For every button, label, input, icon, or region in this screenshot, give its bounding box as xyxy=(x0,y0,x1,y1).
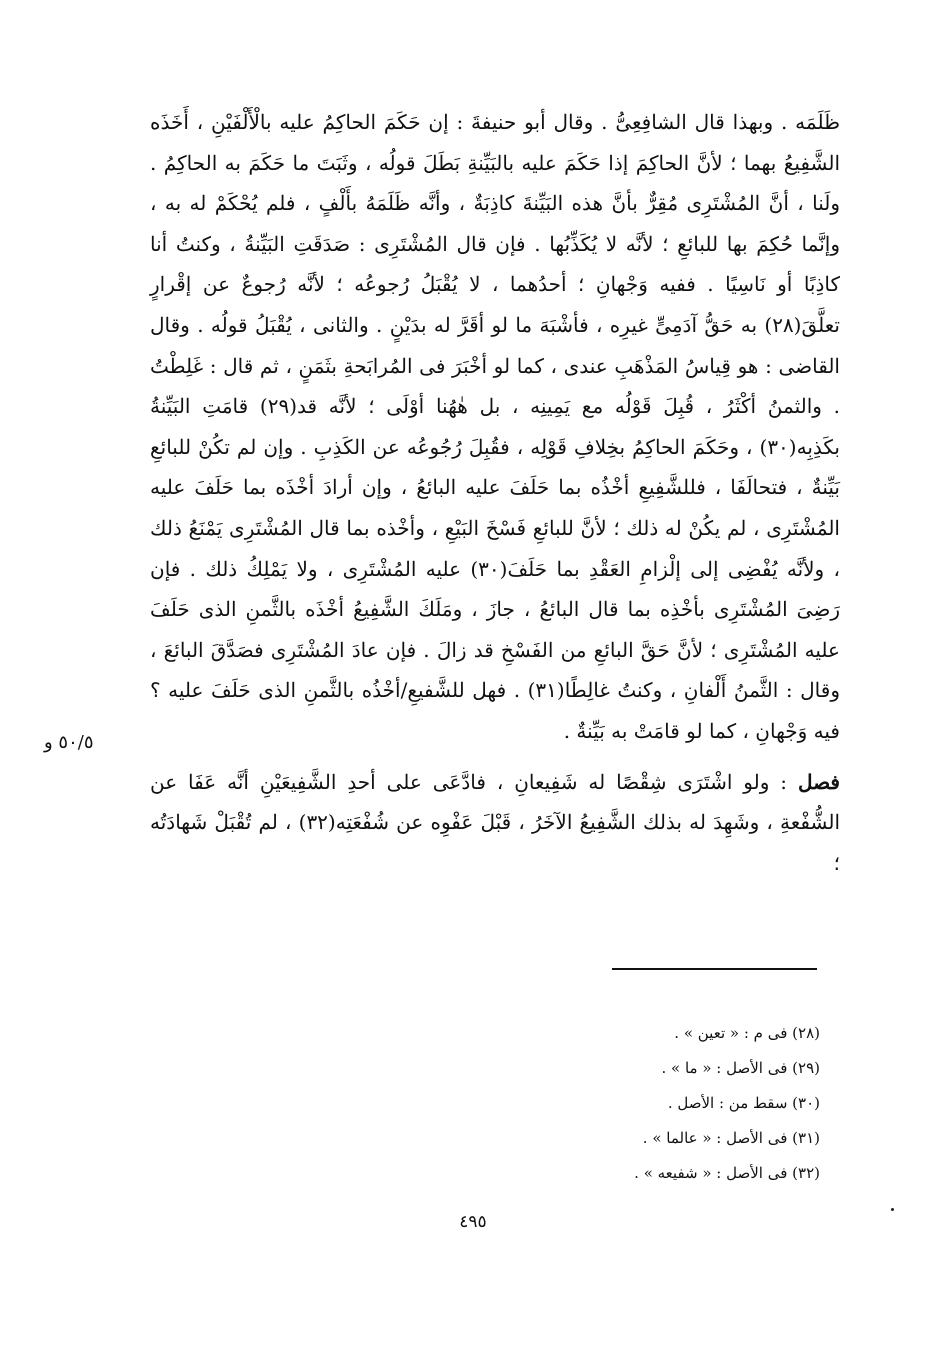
section-label-fasl: فصل xyxy=(797,769,840,794)
paragraph-1: ظَلَمَه . وبهذا قال الشافِعِىُّ . وقال أبو حنيفةَ : إن حَكَمَ الحاكِمُ عليه بالْأَلْفَيْنِ ، أَخَذَه الشَّفِيعُ بهما ؛ لأنَّ الحاكِمَ إذا حَكَمَ عليه بالبَيِّنةِ بَطَلَ قولُه ، وثَبَتَ ما حَكَمَ به الحاكِمُ . ولَنا ، أنَّ المُشْتَرِى مُقِرٌّ بأنَّ هذه البَيِّنةَ كاذِبَةٌ ، وأنَّه ظَلَمَهُ بأَلْفٍ ، فلم يُحْكَمْ له به ، وإنَّما حُكِمَ بها للبائعِ ؛ لأنَّه لا يُكَذِّبُها . فإن قال المُشْتَرِى : صَدَقَتِ البَيِّنةُ ، وكنتُ أنا كاذِبًا أو نَاسِيًا . ففيه وَجْهانِ ؛ أحدُهما ، لا يُقْبَلُ رُجوعُه ؛ لأنَّه رُجوعٌ عن إقْرارٍ تعلَّقَ(٢٨) به حَقُّ آدَمِىٍّ غيرِه ، فأشْبَهَ ما لو أقَرَّ له بدَيْنٍ . والثانى ، يُقْبَلُ قولُه . وقال القاضى : هو قِياسُ المَذْهَبِ عندى ، كما لو أخْبَرَ فى المُرابَحةِ بثَمَنٍ ، ثم قال : غَلِطْتُ . والثمنُ أكْثَرُ ، قُبِلَ قَوْلُه مع يَمِينِه ، بل هٰهُنا أوْلَى ؛ لأنَّه قد(٢٩) قامَتِ البَيِّنةُ بكَذِبِه(٣٠) ، وحَكَمَ الحاكِمُ بخِلافِ قَوْلِه ، فقُبِلَ رُجُوعُه عن الكَذِبِ . وإن لم تكُنْ للبائعِ بَيِّنةٌ ، فتحالَفَا ، فللشَّفِيعِ أخْذُه بما حَلَفَ عليه البائعُ ، وإن أرادَ أخْذَه بما حَلَفَ عليه المُشْتَرِى ، لم يكُنْ له ذلك ؛ لأنَّ للبائعِ فَسْخَ البَيْعِ ، وأخْذه بما قال المُشْتَرِى يَمْنَعُ ذلك ، ولأنَّه يُفْضِى إلى إلْزامِ العَقْدِ بما حَلَفَ(٣٠) عليه المُشْتَرِى ، ولا يَمْلِكُ ذلك . فإن رَضِىَ المُشْتَرِى بأخْذِه بما قال البائعُ ، جازَ ، ومَلَكَ الشَّفِيعُ أخْذَه بالثَّمنِ الذى حَلَفَ عليه المُشْتَرِى ؛ لأنَّ حَقَّ البائعِ من الفَسْخِ قد زالَ . فإن عادَ المُشْتَرِى فصَدَّقَ البائعَ ، وقال : الثَّمنُ أَلْفانِ ، وكنتُ غالِطًا(٣١) . فهل للشَّفيعِ/أخْذُه بالثَّمنِ الذى حَلَفَ عليه ؟ فيه وَجْهانِ ، كما لو قامَتْ به بَيِّنةٌ . xyxy=(150,110,840,743)
paragraph-2 xyxy=(150,762,840,884)
footnote-30: (٣٠) سقط من : الأصل . xyxy=(667,1094,820,1112)
page-number: ٤٩٥ xyxy=(459,1212,487,1232)
footnote-31: (٣١) فى الأصل : « عالما » . xyxy=(642,1129,820,1147)
margin-folio-note: ٥٠/٥ و xyxy=(44,732,94,753)
footnote-28: (٢٨) فى م : « تعين » . xyxy=(674,1024,820,1042)
main-text xyxy=(150,102,840,883)
footnotes xyxy=(450,1016,820,1191)
footnote-separator xyxy=(612,968,817,970)
footnote-29: (٢٩) فى الأصل : « ما » . xyxy=(661,1059,820,1077)
footnote-32: (٣٢) فى الأصل : « شفيعه » . xyxy=(634,1164,820,1182)
paragraph-2-text: : ولو اشْتَرَى شِقْصًا له شَفِيعانِ ، فادَّعَى على أحدِ الشَّفِيعَيْنِ أنَّه عَفَا عن الشُّفْعةِ ، وشَهِدَ له بذلك الشَّفِيعُ الآخَرُ ، قَبْلَ عَفْوِه عن شُفْعَتِه(٣٢) ، لم تُقْبَلْ شَهادَتُه ؛ xyxy=(150,769,841,875)
scan-speck xyxy=(891,1208,894,1211)
